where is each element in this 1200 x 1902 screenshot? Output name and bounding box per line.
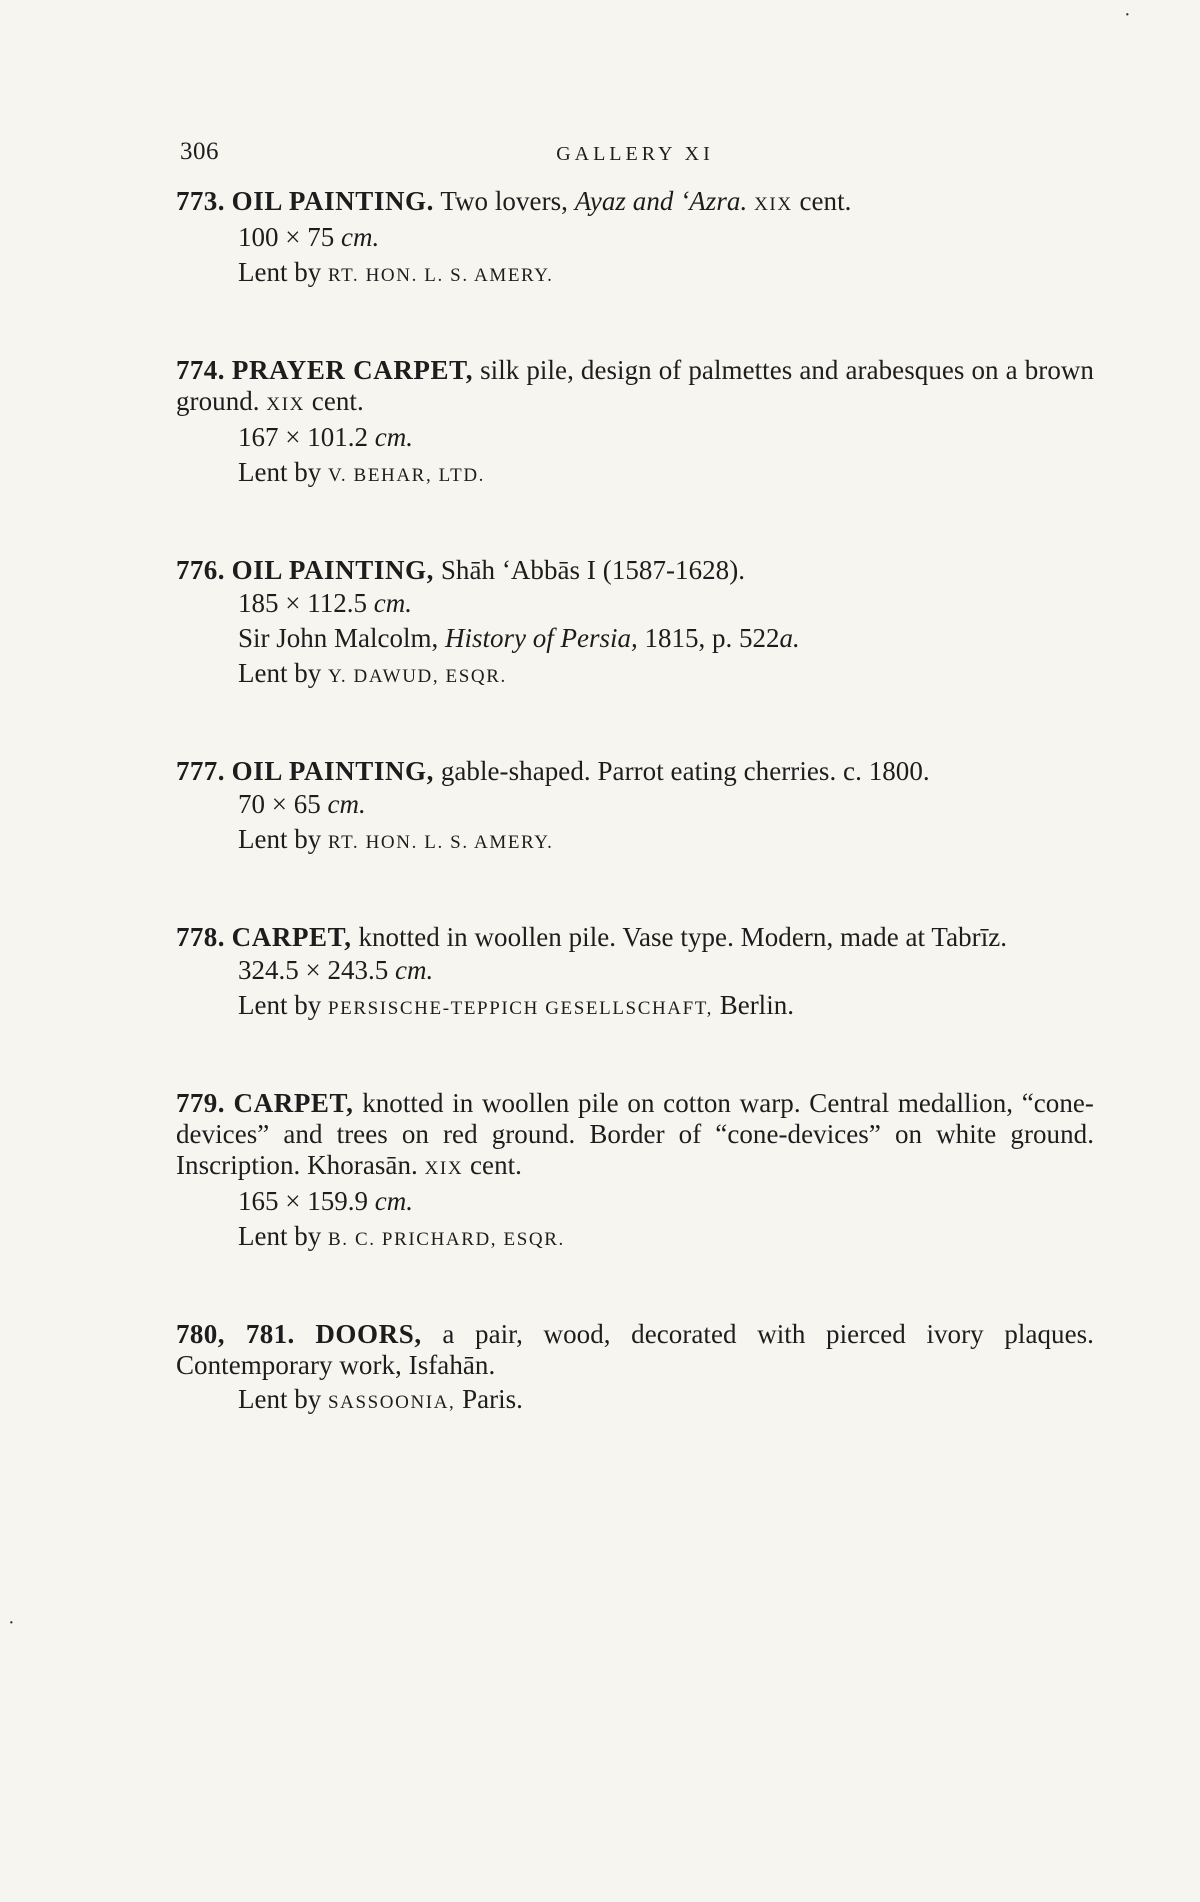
catalogue-entry — [176, 355, 1094, 493]
entry-dimensions: 185 × 112.5 — [238, 588, 367, 618]
entry-lender-city: Berlin. — [719, 990, 794, 1020]
entry-description — [176, 922, 1094, 953]
catalogue-entry — [176, 555, 1094, 694]
entry-unit: cm. — [374, 422, 413, 452]
stray-dot-mark: · — [1124, 4, 1131, 26]
catalogue-entry — [176, 1319, 1094, 1420]
entry-text: knotted in woollen pile. Vase type. Modern, made at Tabrīz. — [358, 922, 1008, 952]
entry-date-smallcaps: XIX — [754, 194, 793, 215]
entry-dimensions-row — [238, 220, 1094, 254]
entry-dimensions: 165 × 159.9 — [238, 1186, 368, 1216]
catalogue-entries — [176, 186, 1094, 1420]
entry-lender: RT. HON. L. S. AMERY. — [327, 832, 554, 853]
entry-number: 777. — [176, 756, 225, 786]
entry-lent-prefix: Lent by — [238, 257, 322, 287]
entry-unit: cm. — [394, 955, 434, 985]
entry-description — [176, 555, 1094, 586]
entry-lender-city: Paris. — [462, 1384, 523, 1414]
catalogue-entry — [176, 922, 1094, 1026]
entry-lender: V. BEHAR, LTD. — [327, 465, 485, 486]
entry-lender-row — [238, 1219, 1094, 1257]
entry-date-smallcaps: XIX — [266, 394, 305, 415]
entry-reference-page: 1815, p. 522 — [644, 623, 780, 653]
entry-dimensions: 70 × 65 — [238, 789, 321, 819]
entry-number: 780, 781. — [176, 1319, 295, 1349]
entry-text: Shāh ‘Abbās I (1587-1628). — [440, 555, 746, 585]
entry-description — [176, 355, 1094, 420]
entry-description — [176, 1088, 1094, 1184]
entry-dimensions-row — [238, 1184, 1094, 1218]
entry-unit: cm. — [373, 588, 412, 618]
entry-lender: Y. DAWUD, ESQR. — [327, 666, 507, 687]
entry-lender-row — [238, 822, 1094, 860]
entry-date-smallcaps: XIX — [424, 1158, 464, 1179]
entry-lent-prefix: Lent by — [238, 658, 322, 688]
entry-title: PRAYER CARPET, — [231, 355, 474, 385]
entry-number: 773. — [176, 186, 225, 216]
running-head: GALLERY XI — [556, 143, 714, 165]
entry-lender-row — [238, 455, 1094, 493]
entry-lender-row — [238, 1382, 1094, 1420]
entry-number: 778. — [176, 922, 225, 952]
entry-dimensions: 324.5 × 243.5 — [238, 955, 389, 985]
entry-lender: RT. HON. L. S. AMERY. — [327, 265, 554, 286]
entry-lender-row — [238, 988, 1094, 1026]
entry-title: OIL PAINTING. — [231, 186, 435, 216]
entry-lent-prefix: Lent by — [238, 990, 322, 1020]
entry-reference-page-suffix: a. — [779, 623, 800, 653]
entry-number: 779. — [176, 1088, 225, 1118]
entry-date-tail: cent. — [311, 386, 364, 416]
entry-dimensions-row — [238, 787, 1094, 821]
entry-text: a pair, wood, decorated with pierced ivory plaques. Contemporary work, Isfahān. — [176, 1319, 1094, 1380]
entry-number: 776. — [176, 555, 225, 585]
entry-lender: PERSISCHE-TEPPICH GESELLSCHAFT, — [327, 998, 713, 1019]
entry-date-tail: cent. — [799, 186, 852, 216]
entry-reference-title: History of Persia, — [445, 623, 638, 653]
entry-title-italic: Ayaz and ‘Azra. — [574, 186, 748, 216]
page-header — [180, 138, 1090, 170]
entry-unit: cm. — [327, 789, 366, 819]
entry-lender: B. C. PRICHARD, ESQR. — [327, 1229, 565, 1250]
entry-reference-row — [238, 621, 1094, 655]
entry-text: Two lovers, — [440, 186, 568, 216]
entry-reference-author: Sir John Malcolm, — [238, 623, 439, 653]
entry-title: OIL PAINTING, — [231, 756, 435, 786]
stray-dot-mark: · — [8, 1612, 15, 1634]
entry-date-tail: cent. — [470, 1150, 522, 1180]
entry-dimensions: 100 × 75 — [238, 222, 335, 252]
entry-dimensions: 167 × 101.2 — [238, 422, 368, 452]
entry-lent-prefix: Lent by — [238, 1221, 322, 1251]
entry-description — [176, 1319, 1094, 1381]
entry-dimensions-row — [238, 586, 1094, 620]
entry-lender-row — [238, 656, 1094, 694]
entry-description — [176, 756, 1094, 787]
entry-lent-prefix: Lent by — [238, 824, 322, 854]
entry-dimensions-row — [238, 953, 1094, 987]
catalogue-entry — [176, 756, 1094, 860]
catalogue-entry — [176, 186, 1094, 293]
catalogue-entry — [176, 1088, 1094, 1257]
entry-text: knotted in woollen pile on cotton warp. Central medallion, “cone-devices” and trees on red ground. Border of “cone-devices” on white ground. Inscription. Khorasān. — [176, 1088, 1094, 1180]
entry-title: CARPET, — [231, 922, 352, 952]
entry-lender: SASSOONIA, — [327, 1392, 456, 1413]
entry-lender-row — [238, 255, 1094, 293]
entry-dimensions-row — [238, 420, 1094, 454]
entry-unit: cm. — [374, 1186, 413, 1216]
entry-description — [176, 186, 1094, 220]
entry-lent-prefix: Lent by — [238, 1384, 322, 1414]
entry-unit: cm. — [340, 222, 380, 252]
entry-text: gable-shaped. Parrot eating cherries. c. 1800. — [440, 756, 930, 786]
page-number: 306 — [180, 138, 219, 165]
entry-lent-prefix: Lent by — [238, 457, 322, 487]
entry-number: 774. — [176, 355, 225, 385]
entry-title: OIL PAINTING, — [231, 555, 435, 585]
entry-title: CARPET, — [233, 1088, 354, 1118]
entry-title: DOORS, — [315, 1319, 422, 1349]
entry-text: silk pile, design of palmettes and arabesques on a brown ground. — [176, 355, 1094, 416]
